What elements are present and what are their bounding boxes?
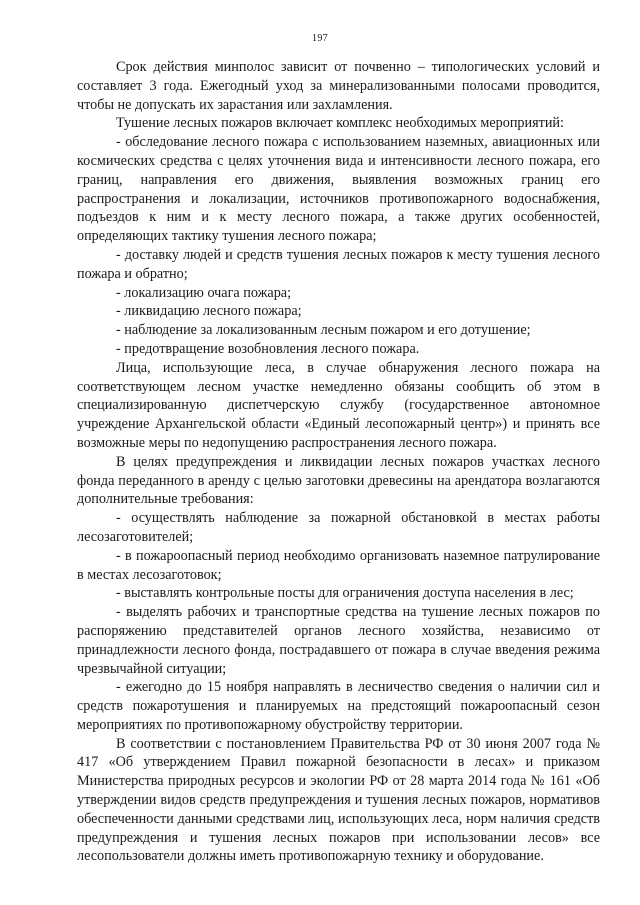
page-number: 197	[312, 33, 328, 44]
list-item-prevention: - предотвращение возобновления лесного пожара.	[116, 340, 420, 357]
list-item-monitoring: - наблюдение за локализованным лесным пожаром и его дотушение;	[116, 322, 531, 339]
paragraph-minpolos-duration: Срок действия минполос зависит от почвенно – типологических условий и составляет 3 года. Ежегодный уход за минерализованными полосами проводится, чтобы не допускать их зарастания или захламления.	[77, 59, 600, 113]
list-item-annual-report: - ежегодно до 15 ноября направлять в лесничество сведения о наличии сил и средств пожаротушения и планируемых на предстоящий пожароопасный сезон мероприятиях по противопожарному обустройству территории.	[77, 679, 600, 733]
list-item-workers-allocation: - выделять рабочих и транспортные средства на тушение лесных пожаров по распоряжению представителей органов лесного хозяйства, независимо от принадлежности лесного фонда, пострадавшего от пожара в случае введения режима чрезвычайной ситуации;	[77, 604, 600, 677]
list-item-observation: - осуществлять наблюдение за пожарной обстановкой в местах работы лесозаготовителей;	[77, 510, 600, 545]
paragraph-firefighting-intro: Тушение лесных пожаров включает комплекс необходимых мероприятий:	[116, 115, 564, 132]
list-item-delivery: - доставку людей и средств тушения лесных пожаров к месту тушения лесного пожара и обратно;	[77, 246, 600, 282]
list-item-liquidation: - ликвидацию лесного пожара;	[116, 303, 302, 320]
document-body	[77, 58, 600, 866]
list-item-control-posts: - выставлять контрольные посты для ограничения доступа населения в лес;	[116, 585, 574, 602]
paragraph-tenant-requirements: В целях предупреждения и ликвидации лесных пожаров участках лесного фонда переданного в аренду с целью заготовки древесины на арендатора возлагаются дополнительные требования:	[77, 453, 600, 508]
paragraph-forest-users-obligation: Лица, использующие леса, в случае обнаружения лесного пожара на соответствующем лесном участке немедленно обязаны сообщить об этом в специализированную диспетчерскую службу (государственное автономное учреждение Архангельской области «Единый лесопожарный центр») и принять все возможные меры по недопущению распространения лесного пожара.	[77, 359, 600, 451]
list-item-patrolling: - в пожароопасный период необходимо организовать наземное патрулирование в местах лесозаготовок;	[77, 547, 600, 583]
list-item-fire-survey: - обследование лесного пожара с использованием наземных, авиационных или космических средства с целях уточнения вида и интенсивности лесного пожара, его границ, направления его движения, выявления возможных границ его распространения и локализации, источников противопожарного водоснабжения, подъездов к ним и к месту лесного пожара, а также других особенностей, определяющих тактику тушения лесного пожара;	[77, 134, 600, 245]
list-item-localization: - локализацию очага пожара;	[116, 284, 292, 301]
paragraph-regulations: В соответствии с постановлением Правительства РФ от 30 июня 2007 года № 417 «Об утверждением Правил пожарной безопасности в лесах» и приказом Министерства природных ресурсов и экологии РФ от 28 марта 2014 года № 161 «Об утверждении видов средств предупреждения и тушения лесных пожаров, нормативов обеспеченности данными средствами лиц, использующих леса, норм наличия средств предупреждения и тушения лесных пожаров при использовании лесов» все лесопользователи должны иметь противопожарную технику и оборудование.	[77, 735, 600, 865]
